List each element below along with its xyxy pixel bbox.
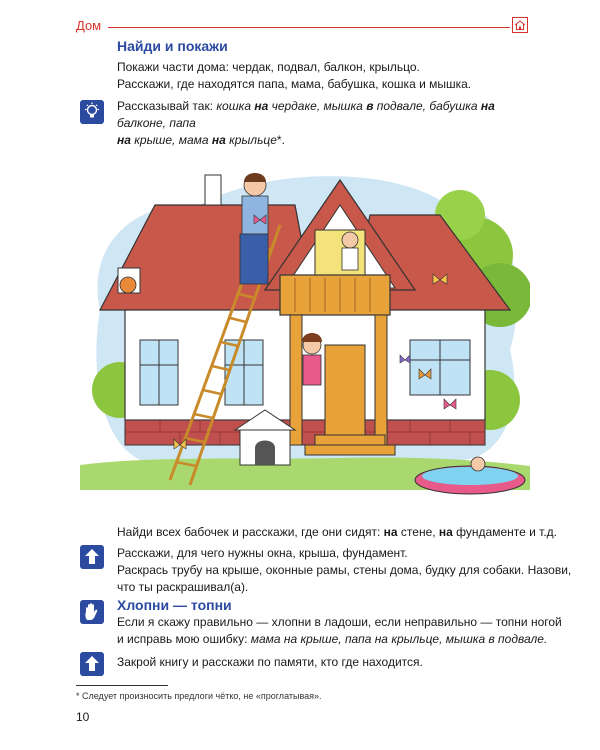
preposition: на [117, 133, 131, 147]
example-part: чердаке, мышка [268, 99, 367, 113]
example-answer [117, 98, 527, 149]
section-tag: Дом [76, 18, 102, 33]
lightbulb-icon [80, 100, 104, 124]
game-rules-line-1: Если я скажу правильно — хлопни в ладоши, если неправильно — топни ногой [117, 615, 562, 629]
footnote: * Следует произносить предлоги чётко, не «проглатывая». [76, 691, 322, 701]
preposition: на [480, 99, 495, 113]
home-icon [512, 17, 528, 33]
example-part: кошка [216, 99, 255, 113]
arrow-up-icon [80, 652, 104, 676]
header-rule [108, 27, 510, 28]
butterfly-task-text: Найди всех бабочек и расскажи, где они сидят: [117, 525, 384, 539]
purpose-question: Расскажи, для чего нужны окна, крыша, фундамент. [117, 546, 408, 560]
footnote-mark: *. [276, 133, 285, 147]
butterfly-task-text: фундаменте и т.д. [452, 525, 558, 539]
preposition: на [211, 133, 226, 147]
butterfly-task [117, 524, 557, 541]
butterfly-task-text: стене, [397, 525, 439, 539]
coloring-task-line-2: что ты раскрашивал(а). [117, 580, 249, 594]
memory-task: Закрой книгу и расскажи по памяти, кто где находится. [117, 655, 423, 669]
preposition: на [254, 99, 269, 113]
title-find-and-show: Найди и покажи [117, 38, 228, 54]
arrow-up-icon [80, 545, 104, 569]
preposition: на [383, 525, 398, 539]
game-example: мама на крыше, папа на крыльце, мышка в подвале. [250, 632, 548, 646]
coloring-task-line-1: Раскрась трубу на крыше, оконные рамы, стены дома, будку для собаки. Назови, [117, 563, 572, 577]
house-illustration [80, 160, 530, 510]
example-part: крыше, мама [130, 133, 212, 147]
hand-icon [80, 600, 104, 624]
preposition: на [438, 525, 453, 539]
game-rules-line-2 [117, 631, 547, 648]
page-number: 10 [76, 710, 90, 724]
footnote-rule [76, 685, 168, 686]
game-rules-text: и исправь мою ошибку: [117, 632, 251, 646]
instruction-line-1: Покажи части дома: чердак, подвал, балкон, крыльцо. [117, 60, 420, 74]
preposition: в [366, 99, 374, 113]
example-part: балконе, папа [117, 116, 196, 130]
title-clap-stomp: Хлопни — топни [117, 597, 232, 613]
instruction-line-2: Расскажи, где находятся папа, мама, бабушка, кошка и мышка. [117, 77, 472, 91]
example-intro: Рассказывай так: [117, 99, 217, 113]
example-part: крыльце [225, 133, 277, 147]
example-part: подвале, бабушка [373, 99, 481, 113]
